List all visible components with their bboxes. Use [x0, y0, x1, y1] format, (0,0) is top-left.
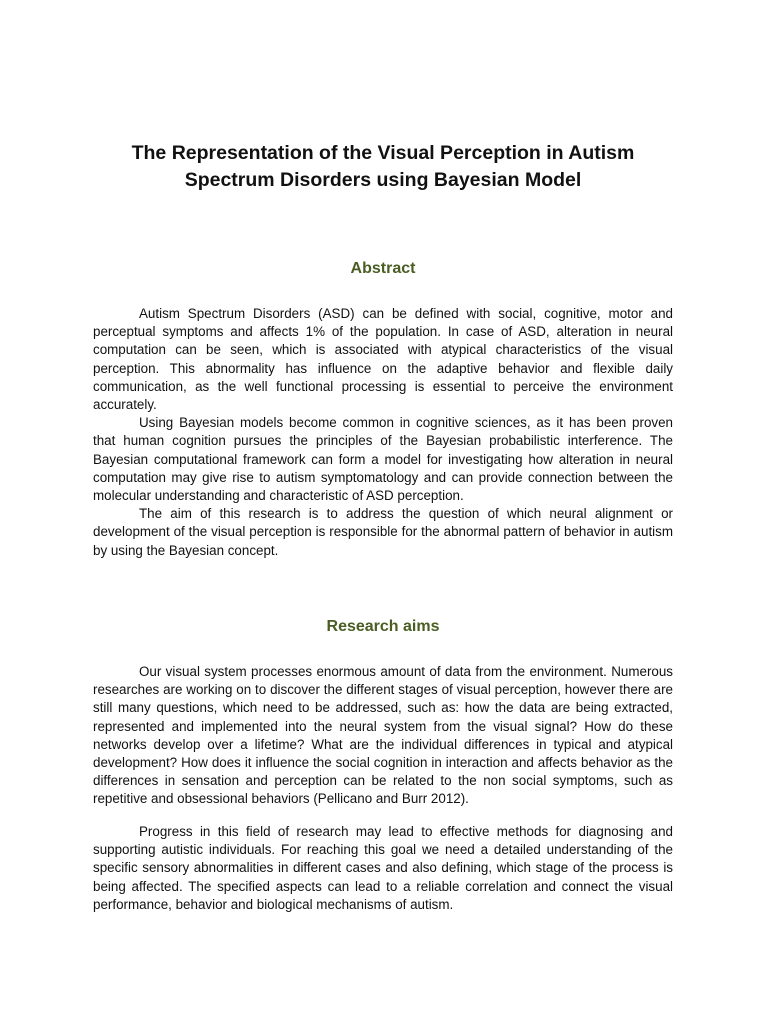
abstract-paragraph-2: Using Bayesian models become common in cognitive sciences, as it has been proven that human cognition pursues the principles of the Bayesian probabilistic interference. The Bayesian computational framework can form a model for investigating how alteration in neural computation may give rise to autism symptomatology and can provide connection between the molecular understanding and characteristic of ASD perception. [93, 415, 673, 504]
research-aims-paragraph-1: Our visual system processes enormous amount of data from the environment. Numerous researches are working on to discover the different stages of visual perception, however there are still many questions, which need to be addressed, such as: how the data are being extracted, represented and implemented into the neural system from the visual signal? How do these networks develop over a lifetime? What are the individual differences in typical and atypical development? How does it influence the social cognition in interaction and affects behavior as the differences in sensation and perception can be related to the non social symptoms, such as repetitive and obsessional behaviors (Pellicano and Burr 2012). [93, 664, 673, 807]
research-aims-body-1 [93, 663, 673, 809]
title-line-1: The Representation of the Visual Perception in Autism [131, 142, 635, 164]
abstract-paragraph-3: The aim of this research is to address the question of which neural alignment or development of the visual perception is responsible for the abnormal pattern of behavior in autism by using the Bayesian concept. [93, 506, 673, 558]
research-aims-body-2 [93, 823, 673, 914]
abstract-body [93, 305, 673, 560]
abstract-heading: Abstract [350, 260, 416, 277]
document-title [80, 140, 686, 194]
title-line-2: Spectrum Disorders using Bayesian Model [184, 169, 582, 191]
abstract-paragraph-1: Autism Spectrum Disorders (ASD) can be defined with social, cognitive, motor and perceptual symptoms and affects 1% of the population. In case of ASD, alteration in neural computation can be seen, which is associated with atypical characteristics of the visual perception. This abnormality has influence on the adaptive behavior and flexible daily communication, as the well functional processing is essential to perceive the environment accurately. [93, 306, 673, 413]
research-aims-heading: Research aims [326, 618, 440, 635]
research-aims-paragraph-2: Progress in this field of research may lead to effective methods for diagnosing and supporting autistic individuals. For reaching this goal we need a detailed understanding of the specific sensory abnormalities in different cases and also defining, which stage of the process is being affected. The specified aspects can lead to a reliable correlation and connect the visual performance, behavior and biological mechanisms of autism. [93, 824, 673, 912]
